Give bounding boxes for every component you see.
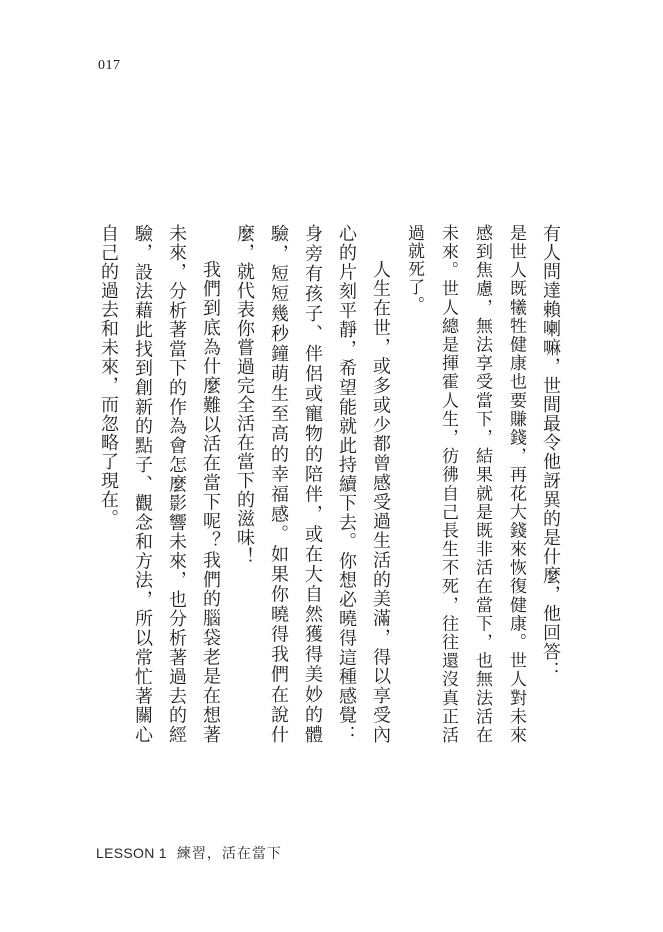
quote-paragraph: 是世人既犧牲健康也要賺錢，再花大錢來恢復健康。世人對未來感到焦慮，無法享受當下，結果就是既非活在當下，也無法活在未來。世人總是揮霍人生，彷彿自己長生不死，往往還沒真正活過就死了。: [404, 224, 526, 744]
page-number: 017: [98, 58, 121, 73]
body-text: [91, 224, 567, 744]
paragraph-intro: 有人問達賴喇嘛，世間最令他訝異的是什麼，他回答：: [540, 224, 561, 680]
running-footer: [96, 843, 282, 863]
paragraph-why: 我們到底為什麼難以活在當下呢？我們的腦袋老是在想著未來，分析著當下的作為會怎麼影響未來，也分析著過去的經驗，設法藉此找到創新的點子、觀念和方法，所以常忙著關心自己的過去和未來，而忽略了現在。: [98, 224, 221, 744]
chapter-title: 練習，活在當下: [176, 845, 282, 861]
paragraph-life: 人生在世，或多或少都曾感受過生活的美滿，得以享受內心的片刻平靜，希望能就此持續下去。你想必曉得這種感覺：身旁有孩子、伴侶或寵物的陪伴，或在大自然獲得美妙的體驗，短短幾秒鐘萌生至高的幸福感。如果你曉得我們在說什麼，就代表你嘗過完全活在當下的滋味！: [234, 224, 391, 744]
lesson-label: LESSON 1: [96, 845, 167, 861]
